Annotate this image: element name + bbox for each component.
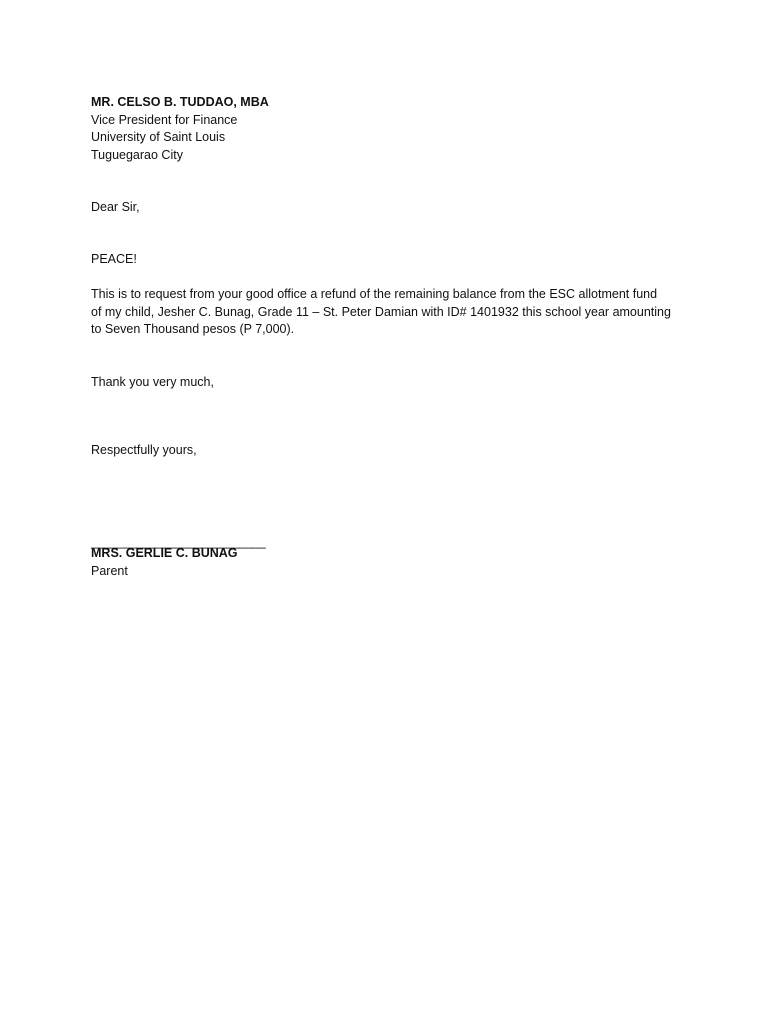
letter-body: [91, 94, 701, 578]
body-line-3: to Seven Thousand pesos (P 7,000).: [91, 322, 295, 336]
salutation: Dear Sir,: [91, 200, 140, 214]
signer-name: MRS. GERLIE C. BUNAG: [91, 546, 238, 560]
signature-line: ___________________________: [91, 535, 266, 549]
greeting: PEACE!: [91, 252, 137, 266]
recipient-institution: University of Saint Louis: [91, 130, 226, 144]
closing-respect: Respectfully yours,: [91, 443, 197, 457]
body-paragraph: [91, 286, 701, 339]
recipient-title: Vice President for Finance: [91, 112, 238, 127]
body-line-1: This is to request from your good office a refund of the remaining balance from the ESC allotment fund: [91, 287, 658, 301]
closing-thanks: Thank you very much,: [91, 375, 214, 389]
recipient-name: MR. CELSO B. TUDDAO, MBA: [91, 95, 269, 109]
recipient-city: Tuguegarao City: [91, 147, 183, 162]
signer-role: Parent: [91, 564, 128, 578]
recipient-block: [91, 94, 701, 164]
body-line-2: of my child, Jesher C. Bunag, Grade 11 – St. Peter Damian with ID# 1401932 this school year amounting: [91, 304, 671, 319]
